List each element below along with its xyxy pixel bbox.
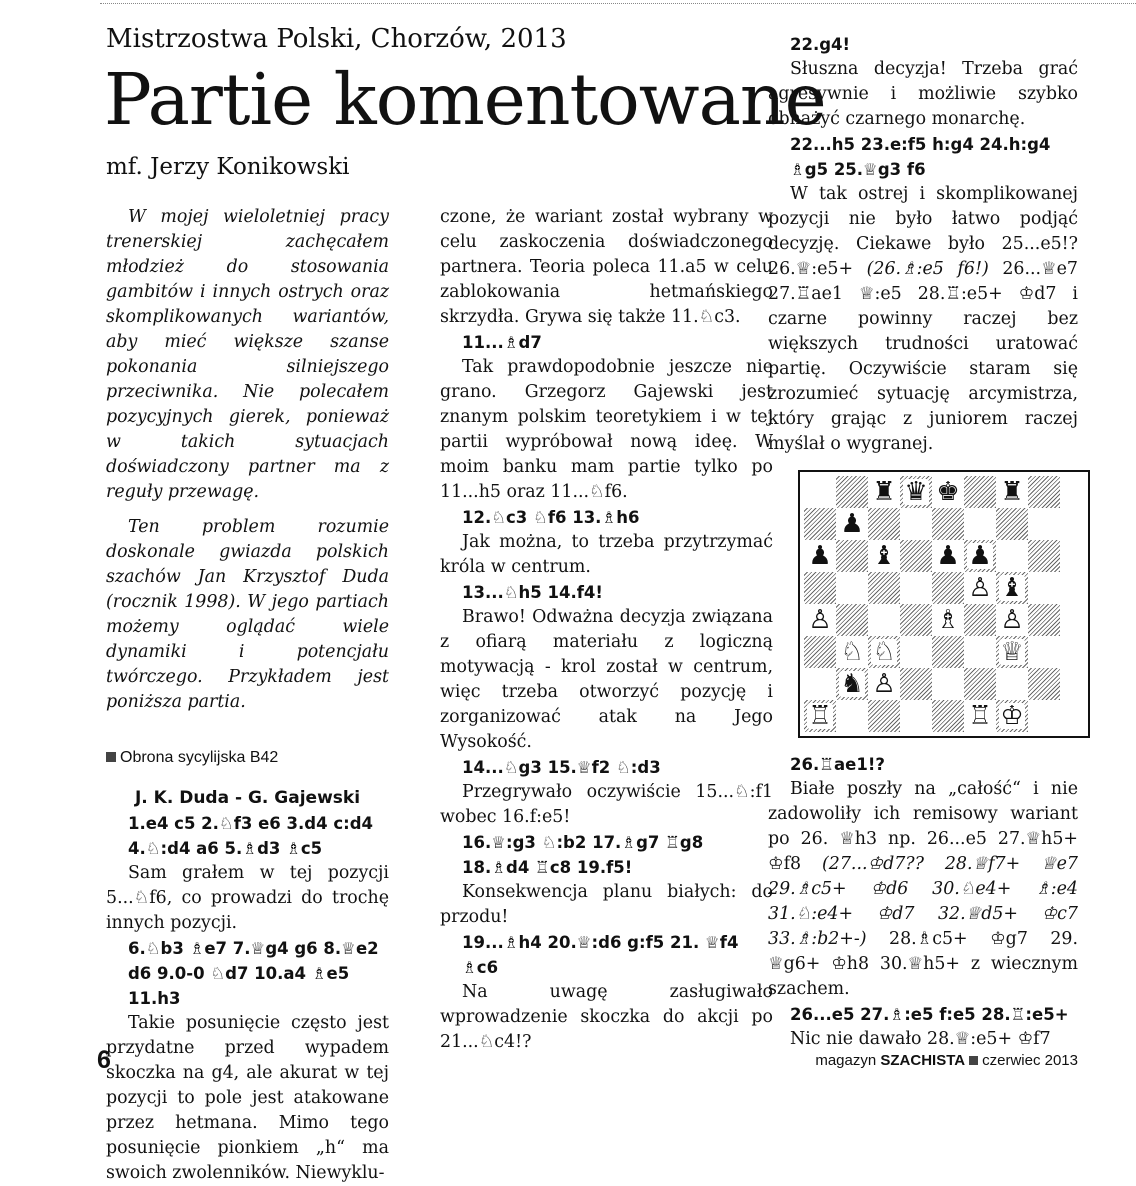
article-author: mf. Jerzy Konikowski — [106, 154, 350, 180]
board-square — [836, 604, 868, 636]
board-square — [900, 700, 932, 732]
square-bullet-icon — [106, 752, 116, 762]
board-square — [868, 636, 900, 668]
board-square — [900, 668, 932, 700]
chess-piece-icon: ♜ — [872, 477, 896, 507]
moves-line: 1.e4 c5 2.♘f3 e6 3.d4 c:d4 4.♘:d4 a6 5.♗d3 ♗c5 — [128, 814, 373, 858]
chess-board — [804, 476, 1060, 732]
chess-piece-icon: ♙ — [1000, 605, 1024, 635]
board-square — [836, 572, 868, 604]
commentary-paragraph: Na uwagę zasługiwało wprowadzenie skoczka do akcji po 21...♘c4!? — [440, 982, 773, 1052]
commentary-paragraph: Tak prawdopodobnie jeszcze nie grano. Grzegorz Gajewski jest znanym polskim teoretykiem i w tej partii wypróbował nową ideę. W moim banku mam partie tylko po 11...h5 oraz 11...♘f6. — [440, 357, 773, 502]
chess-piece-icon: ♝ — [872, 541, 896, 571]
moves-line: 13...♘h5 14.f4! — [462, 583, 603, 602]
board-square — [868, 508, 900, 540]
commentary-paragraph: czone, że wariant został wybrany w celu zaskoczenia doświadczonego partnera. Teoria poleca 11.a5 w celu zablokowania hetmańskiego skrzydła. Grywa się także 11.♘c3. — [440, 207, 773, 327]
moves-line: 16.♕:g3 ♘:b2 17.♗g7 ♖g8 18.♗d4 ♖c8 19.f5! — [462, 833, 704, 877]
board-square — [836, 636, 868, 668]
board-square — [996, 476, 1028, 508]
board-square — [868, 604, 900, 636]
board-square — [932, 668, 964, 700]
chess-piece-icon: ♟ — [936, 541, 960, 571]
board-square — [1028, 700, 1060, 732]
board-square — [1028, 668, 1060, 700]
chess-piece-icon: ♟ — [808, 541, 832, 571]
commentary-paragraph: Słuszna decyzja! Trzeba grać agresywnie i możliwie szybko obnażyć czarnego monarchę. — [768, 59, 1078, 129]
square-bullet-icon — [969, 1056, 978, 1065]
commentary-paragraph: W tak ostrej i skomplikowanej pozycji nie było łatwo podjąć decyzję. Ciekawe było 25...e5!? 26.♕:e5+ (26.♗:e5 f6!) 26...♕e7 27.♖ae1 ♕:e5 28.♖:e5+ ♔d7 i czarne powinny raczej bez większych trudności uratować partię. Oczywiście staram się zrozumieć sytuację arcymistrza, który grając z juniorem raczej myślał o wygranej. — [768, 184, 1078, 454]
board-square — [964, 572, 996, 604]
chess-piece-icon: ♘ — [840, 637, 864, 667]
board-square — [804, 540, 836, 572]
board-square — [804, 636, 836, 668]
chess-piece-icon: ♕ — [1000, 637, 1024, 667]
board-square — [868, 572, 900, 604]
chess-piece-icon: ♗ — [936, 605, 960, 635]
board-square — [836, 540, 868, 572]
commentary-paragraph: Sam grałem w tej pozycji 5...♘f6, co prowadzi do trochę innych pozycji. — [106, 863, 389, 933]
board-square — [868, 540, 900, 572]
board-square — [996, 508, 1028, 540]
board-square — [996, 668, 1028, 700]
column-2 — [440, 205, 773, 1055]
board-square — [868, 668, 900, 700]
board-square — [1028, 636, 1060, 668]
board-square — [1028, 476, 1060, 508]
footer-magazine: magazyn SZACHISTA czerwiec 2013 — [815, 1052, 1078, 1069]
board-square — [964, 636, 996, 668]
commentary-paragraph: Takie posunięcie często jest przydatne przed wypadem skoczka na g4, ale akurat w tej pozycji to pole jest atakowane przez hetmana. Mimo tego posunięcie pionkiem „h“ ma swoich zwolenników. Niewyklu- — [106, 1013, 389, 1183]
board-square — [964, 604, 996, 636]
moves-line: 14...♘g3 15.♕f2 ♘:d3 — [462, 758, 661, 777]
chess-piece-icon: ♙ — [808, 605, 832, 635]
board-square — [964, 668, 996, 700]
board-square — [1028, 508, 1060, 540]
board-square — [996, 540, 1028, 572]
board-square — [1028, 604, 1060, 636]
board-square — [900, 604, 932, 636]
board-square — [836, 700, 868, 732]
article-kicker: Mistrzostwa Polski, Chorzów, 2013 — [106, 24, 567, 54]
chess-piece-icon: ♖ — [968, 701, 992, 731]
moves-line: 19...♗h4 20.♕:d6 g:f5 21. ♕f4 ♗c6 — [462, 933, 739, 977]
board-square — [964, 540, 996, 572]
moves-line: 26...e5 27.♗:e5 f:e5 28.♖:e5+ — [790, 1005, 1069, 1024]
moves-line: 22...h5 23.e:f5 h:g4 24.h:g4 ♗g5 25.♕g3 f6 — [790, 135, 1051, 179]
board-square — [932, 604, 964, 636]
top-dotted-rule — [100, 3, 1136, 4]
board-square — [932, 476, 964, 508]
board-square — [804, 604, 836, 636]
board-square — [964, 508, 996, 540]
commentary-paragraph: Brawo! Odważna decyzja związana z ofiarą materiału z logiczną motywacją - krol został w centrum, więc trzeba otworzyć pozycję i zorganizować atak na Jego Wysokość. — [440, 607, 773, 752]
board-square — [1028, 572, 1060, 604]
article-title: Partie komentowane — [104, 58, 826, 141]
board-square — [996, 636, 1028, 668]
chess-piece-icon: ♝ — [1000, 573, 1024, 603]
chess-piece-icon: ♚ — [936, 477, 960, 507]
chess-piece-icon: ♙ — [872, 669, 896, 699]
board-square — [900, 572, 932, 604]
page-number: 6 — [97, 1046, 111, 1074]
board-square — [868, 700, 900, 732]
chess-piece-icon: ♖ — [808, 701, 832, 731]
board-square — [932, 636, 964, 668]
moves-line: 22.g4! — [790, 35, 851, 54]
board-square — [804, 476, 836, 508]
chess-piece-icon: ♙ — [968, 573, 992, 603]
board-square — [996, 572, 1028, 604]
board-square — [900, 508, 932, 540]
chess-piece-icon: ♘ — [872, 637, 896, 667]
column-3 — [768, 32, 1078, 1052]
commentary-paragraph: Konsekwencja planu białych: do przodu! — [440, 882, 773, 927]
board-square — [932, 700, 964, 732]
board-square — [836, 668, 868, 700]
board-square — [932, 508, 964, 540]
board-square — [836, 476, 868, 508]
chess-piece-icon: ♟ — [840, 509, 864, 539]
board-square — [804, 508, 836, 540]
chess-piece-icon: ♜ — [1000, 477, 1024, 507]
board-square — [836, 508, 868, 540]
board-square — [804, 700, 836, 732]
chess-piece-icon: ♟ — [968, 541, 992, 571]
chess-piece-icon: ♞ — [840, 669, 864, 699]
board-square — [964, 476, 996, 508]
game-players: J. K. Duda - G. Gajewski — [134, 788, 361, 808]
board-square — [900, 540, 932, 572]
commentary-paragraph: Nic nie dawało 28.♕:e5+ ♔f7 — [790, 1029, 1051, 1049]
commentary-paragraph: Białe poszły na „całość“ i nie zadowoliły ich remisowy wariant po 26. ♕h3 np. 26...e5 27.♕h5+ ♔f8 (27...♔d7?? 28.♕f7+ ♕e7 29.♗c5+ ♔d6 30.♘e4+ ♗:e4 31.♘:e4+ ♔d7 32.♕d5+ ♔c7 33.♗:b2+-) 28.♗c5+ ♔g7 29. ♕g6+ ♔h8 30.♕h5+ z wiecznym szachem. — [768, 779, 1078, 999]
opening-label: Obrona sycylijska B42 — [106, 745, 389, 770]
intro-paragraph-2: Ten problem rozumie doskonale gwiazda polskich szachów Jan Krzysztof Duda (rocznik 1998). W jego partiach możemy oglądać wiele dynamiki i potencjału twórczego. Przykładem jest poniższa partia. — [106, 517, 389, 712]
board-square — [932, 540, 964, 572]
commentary-paragraph: Przegrywało oczywiście 15...♘:f1 wobec 16.f:e5! — [440, 782, 773, 827]
chess-diagram — [798, 470, 1090, 738]
intro-paragraph-1: W mojej wieloletniej pracy trenerskiej zachęcałem młodzież do stosowania gambitów i innych ostrych oraz skomplikowanych wariantów, aby mieć większe szanse pokonania silniejszego przeciwnika. Nie polecałem pozycyjnych gierek, ponieważ w takich sytuacjach doświadczony partner ma z reguły przewagę. — [106, 207, 389, 502]
commentary-paragraph: Jak można, to trzeba przytrzymać króla w centrum. — [440, 532, 773, 577]
board-square — [996, 700, 1028, 732]
board-square — [996, 604, 1028, 636]
moves-line: 12.♘c3 ♘f6 13.♗h6 — [462, 508, 640, 527]
board-square — [932, 572, 964, 604]
chess-piece-icon: ♛ — [904, 477, 928, 507]
board-square — [1028, 540, 1060, 572]
board-square — [900, 636, 932, 668]
board-square — [804, 572, 836, 604]
moves-line: 26.♖ae1!? — [790, 755, 885, 774]
moves-line: 11...♗d7 — [462, 333, 542, 352]
board-square — [804, 668, 836, 700]
moves-line: 6.♘b3 ♗e7 7.♕g4 g6 8.♕e2 d6 9.0-0 ♘d7 10.a4 ♗e5 11.h3 — [128, 939, 379, 1008]
board-square — [900, 476, 932, 508]
board-square — [964, 700, 996, 732]
board-square — [868, 476, 900, 508]
column-1 — [106, 205, 389, 1186]
chess-piece-icon: ♔ — [1000, 701, 1024, 731]
